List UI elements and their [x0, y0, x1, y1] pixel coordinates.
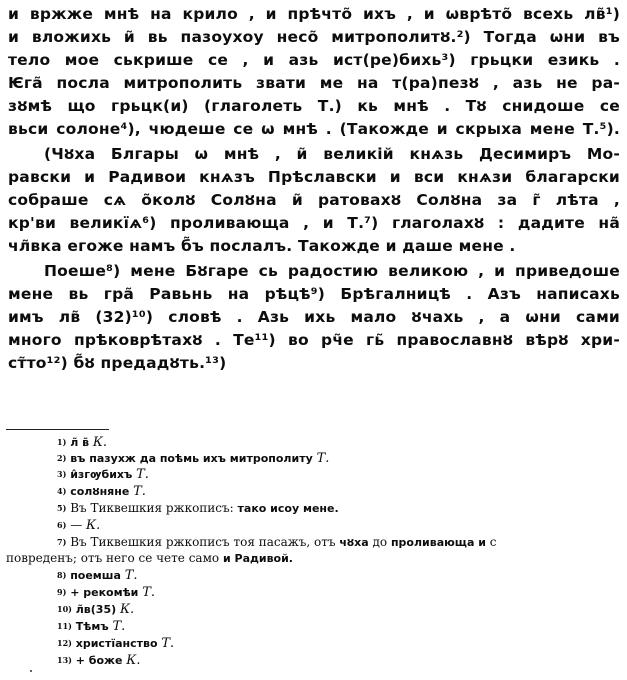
- text-line: зȣмѣ що грьцк(и) (глаголеть Т.) кь мнѣ . Тȣ снидоше се: [8, 97, 620, 115]
- footnote-variant: чȣха: [339, 536, 369, 549]
- footnote-number: 5): [57, 503, 67, 513]
- footnote-4: [57, 483, 146, 499]
- text-line: вьси солоне⁴), чюдеше се ѡ мнѣ . (Такожде и скрыха мене Т.⁵).: [8, 120, 620, 138]
- footnote-comment: с: [485, 535, 497, 549]
- footnote-number: 10): [57, 604, 72, 614]
- footnote-number: 7): [57, 537, 67, 547]
- text-line: собраше сѧ о̃колȣ Солȣна и̃ ратовахȣ Солȣна за г̃ лѣта ,: [8, 191, 620, 209]
- footnote-variant: въ пазухж да поѣмь ихъ митрополиту: [70, 452, 313, 465]
- footnote-number: 12): [57, 638, 72, 648]
- footnote-variant: л̃ в̃: [70, 436, 90, 449]
- footnote-number: 4): [57, 486, 67, 496]
- footnote-siglum: Т.: [124, 568, 138, 583]
- footnote-6: [57, 517, 100, 533]
- footnote-number: 11): [57, 621, 72, 631]
- footnote-number: 13): [57, 655, 72, 665]
- footnote-comment: Въ Тиквешкия ржкописъ:: [70, 501, 238, 515]
- footnote-variant: солȣняне: [70, 485, 130, 498]
- footnote-3: [57, 466, 149, 482]
- footnote-variant: проливающа и: [390, 536, 486, 549]
- footnote-comment: Въ Тиквешкия ржкописъ тоя пасажъ, отъ: [70, 535, 340, 549]
- footnote-siglum: Т.: [316, 451, 330, 466]
- footnote-1: [57, 434, 107, 450]
- footnote-variant: тако исоу мене.: [237, 502, 339, 515]
- footnote-12: [57, 635, 174, 651]
- footnote-10: [57, 601, 134, 617]
- text-line: чл̃вка егоже намъ б̃ъ послалъ. Такожде и даше мене .: [8, 237, 516, 255]
- footnote-variant: Тѣмъ: [75, 620, 109, 633]
- footnote-variant: поемша: [70, 569, 121, 582]
- paragraph-start-line: (Чȣха Блгары ѡ мнѣ , и̃ великій кнѧзь Десимиръ Мо-: [44, 145, 620, 163]
- text-line: равски и Радивои кнѧзъ Прѣславски и вси кнѧзи благарски: [8, 168, 620, 186]
- footnote-number: 6): [57, 520, 67, 530]
- footnote-siglum: Т.: [142, 585, 156, 600]
- text-line: мене вь гра̃ Равьнь на рѣцѣ⁹) Брѣгалницѣ . Азъ написахь: [8, 285, 620, 303]
- footnote-5: [57, 500, 339, 516]
- text-line: имъ лв̃ (32)¹⁰) словѣ . Азь ихь мало ȣчахь , а ѡни сами: [8, 308, 620, 326]
- footnote-number: 8): [57, 570, 67, 580]
- text-line: много прѣковрѣтахȣ . Те¹¹) во рч̃е гь̃ православнȣ вѣрȣ хри-: [8, 331, 620, 349]
- footnote-comment: —: [70, 518, 87, 532]
- footnote-variant: + боже: [75, 654, 123, 667]
- footnote-number: 9): [57, 587, 67, 597]
- footnote-9: [57, 584, 155, 600]
- footnote-variant: л̃в(35): [75, 603, 117, 616]
- footnote-siglum: К.: [86, 518, 101, 533]
- footnote-2: [57, 450, 329, 466]
- footnote-number: 3): [57, 469, 67, 479]
- footnote-comment: повреденъ; отъ него се чете само: [6, 551, 223, 565]
- footnote-siglum: К.: [119, 602, 135, 617]
- footnote-7: [57, 534, 496, 550]
- footnote-variant: + рекомѣи: [70, 586, 139, 599]
- footnote-variant: христїанство: [75, 637, 158, 650]
- footnote-7-continuation: [6, 550, 293, 566]
- footnote-siglum: Т.: [136, 467, 149, 482]
- paragraph-start-line: Поеше⁸) мене Бȣгаре сь радостию великою , и приведоше: [44, 262, 620, 280]
- footnote-number: 1): [57, 437, 67, 447]
- footnote-number: 2): [57, 453, 67, 463]
- footnote-13: [57, 652, 140, 668]
- print-speck: [30, 670, 32, 672]
- footnote-comment: до: [368, 535, 391, 549]
- text-line: и вложихь и̃ вь пазоухоу несо̃ митрополитȣ.²) Тогда ѡни въ: [8, 28, 620, 46]
- footnote-variant: и̂згѹбихъ: [70, 468, 133, 481]
- footnote-siglum: Т.: [133, 484, 146, 499]
- footnote-variant: и Радивой.: [222, 552, 293, 565]
- footnote-siglum: Т.: [112, 619, 126, 634]
- footnote-separator: [6, 429, 109, 430]
- text-line: Ѥга̃ посла митрополить звати ме на т(ра)пезȣ , азь не ра-: [8, 74, 620, 92]
- text-line: тело мое ськрише се , и азь ист(ре)бихь³) грьцки езикь .: [8, 51, 620, 69]
- footnote-siglum: К.: [92, 435, 108, 450]
- footnote-siglum: Т.: [161, 636, 175, 651]
- footnote-siglum: К.: [126, 653, 141, 668]
- footnote-8: [57, 567, 138, 583]
- text-line: ст̃то¹²) б̃ȣ предадȣть.¹³): [8, 354, 227, 372]
- text-line: кр'ви великїѧ⁶) проливающа , и Т.⁷) глаголахȣ : дадите на̃: [8, 214, 620, 232]
- text-line: и вржже мнѣ на крило , и прѣчто̃ ихъ , и ѡврѣто̃ всехь лв̃¹): [8, 5, 620, 23]
- footnote-11: [57, 618, 125, 634]
